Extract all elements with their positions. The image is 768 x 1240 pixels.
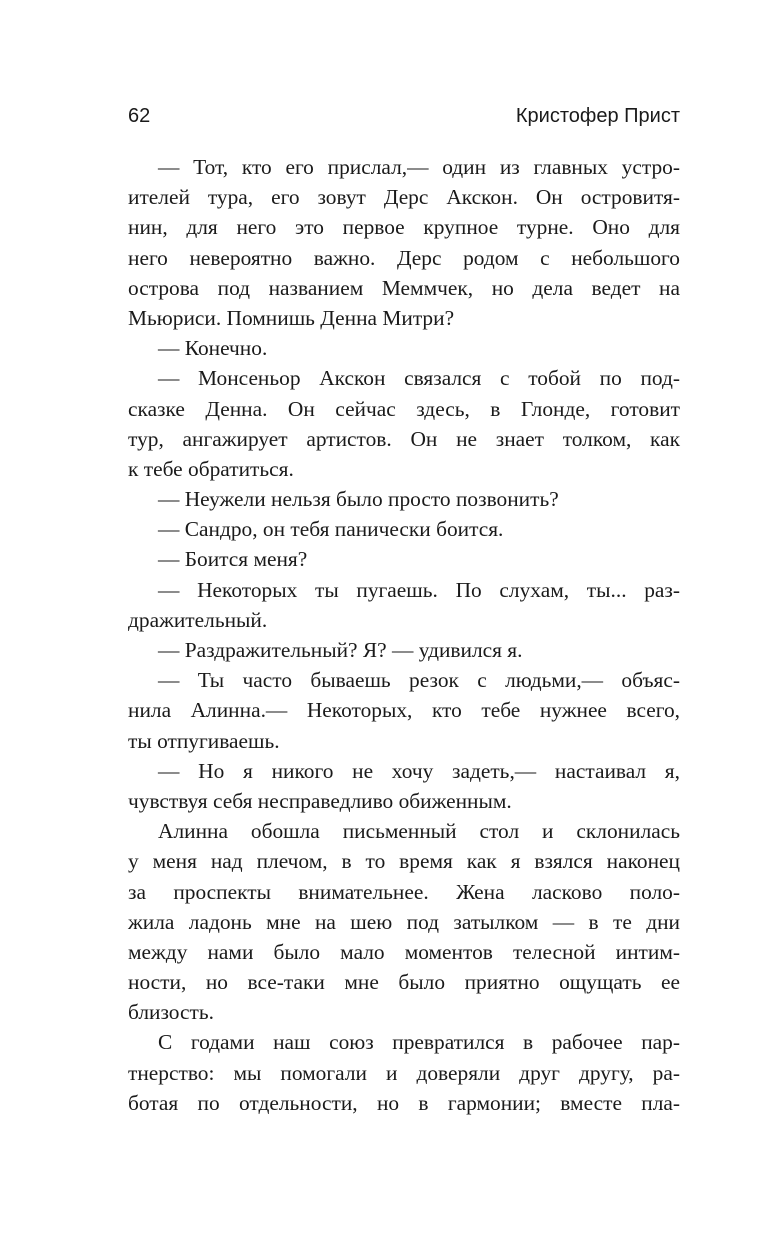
text-line: — Ты часто бываешь резок с людьми,— объяс- xyxy=(158,668,680,693)
text-line: — Боится меня? xyxy=(158,547,308,572)
page-number: 62 xyxy=(128,105,151,127)
text-line: у меня над плечом, в то время как я взялся наконец xyxy=(128,849,680,874)
text-line: ности, но все-таки мне было приятно ощущать ее xyxy=(128,970,680,995)
text-line: к тебе обратиться. xyxy=(128,456,294,481)
text-line: близость. xyxy=(128,1000,214,1025)
running-head xyxy=(128,101,680,131)
text-line: — Раздражительный? Я? — удивился я. xyxy=(158,638,523,662)
text-line: Алинна обошла письменный стол и склонилась xyxy=(158,819,680,844)
text-line: — Неужели нельзя было просто позвонить? xyxy=(158,487,559,512)
text-line: — Но я никого не хочу задеть,— настаивал я, xyxy=(158,758,680,783)
text-line: него невероятно важно. Дерс родом с небольшого xyxy=(128,245,680,270)
text-line: сказке Денна. Он сейчас здесь, в Глонде, готовит xyxy=(128,396,680,421)
text-line: — Монсеньор Акскон связался с тобой по под- xyxy=(158,366,680,391)
book-author: Кристофер Прист xyxy=(515,105,680,127)
text-body xyxy=(128,152,680,1118)
text-line: ты отпугиваешь. xyxy=(128,728,280,753)
text-line: за проспекты внимательнее. Жена ласково поло- xyxy=(128,879,680,904)
text-line: тнерство: мы помогали и доверяли друг другу, ра- xyxy=(128,1060,680,1085)
text-line: дражительный. xyxy=(128,607,268,632)
text-line: — Конечно. xyxy=(158,336,268,361)
text-line: С годами наш союз превратился в рабочее пар- xyxy=(158,1030,680,1055)
text-line: между нами было мало моментов телесной интим- xyxy=(128,939,680,964)
text-line: чувствуя себя несправедливо обиженным. xyxy=(128,788,512,813)
text-line: ителей тура, его зовут Дерс Акскон. Он островитя- xyxy=(128,185,680,210)
text-line: нила Алинна.— Некоторых, кто тебе нужнее всего, xyxy=(128,698,680,723)
text-line: — Некоторых ты пугаешь. По слухам, ты... раз- xyxy=(158,577,680,602)
text-line: тур, ангажирует артистов. Он не знает толком, как xyxy=(128,426,680,451)
text-line: ботая по отдельности, но в гармонии; вместе пла- xyxy=(128,1090,680,1115)
text-line: — Сандро, он тебя панически боится. xyxy=(158,517,504,542)
text-line: жила ладонь мне на шею под затылком — в те дни xyxy=(128,909,680,934)
text-line: острова под названием Меммчек, но дела ведет на xyxy=(128,275,680,300)
text-line: — Тот, кто его прислал,— один из главных устро- xyxy=(158,155,680,179)
text-line: нин, для него это первое крупное турне. Оно для xyxy=(128,215,680,240)
text-line: Мьюриси. Помнишь Денна Митри? xyxy=(128,305,455,330)
